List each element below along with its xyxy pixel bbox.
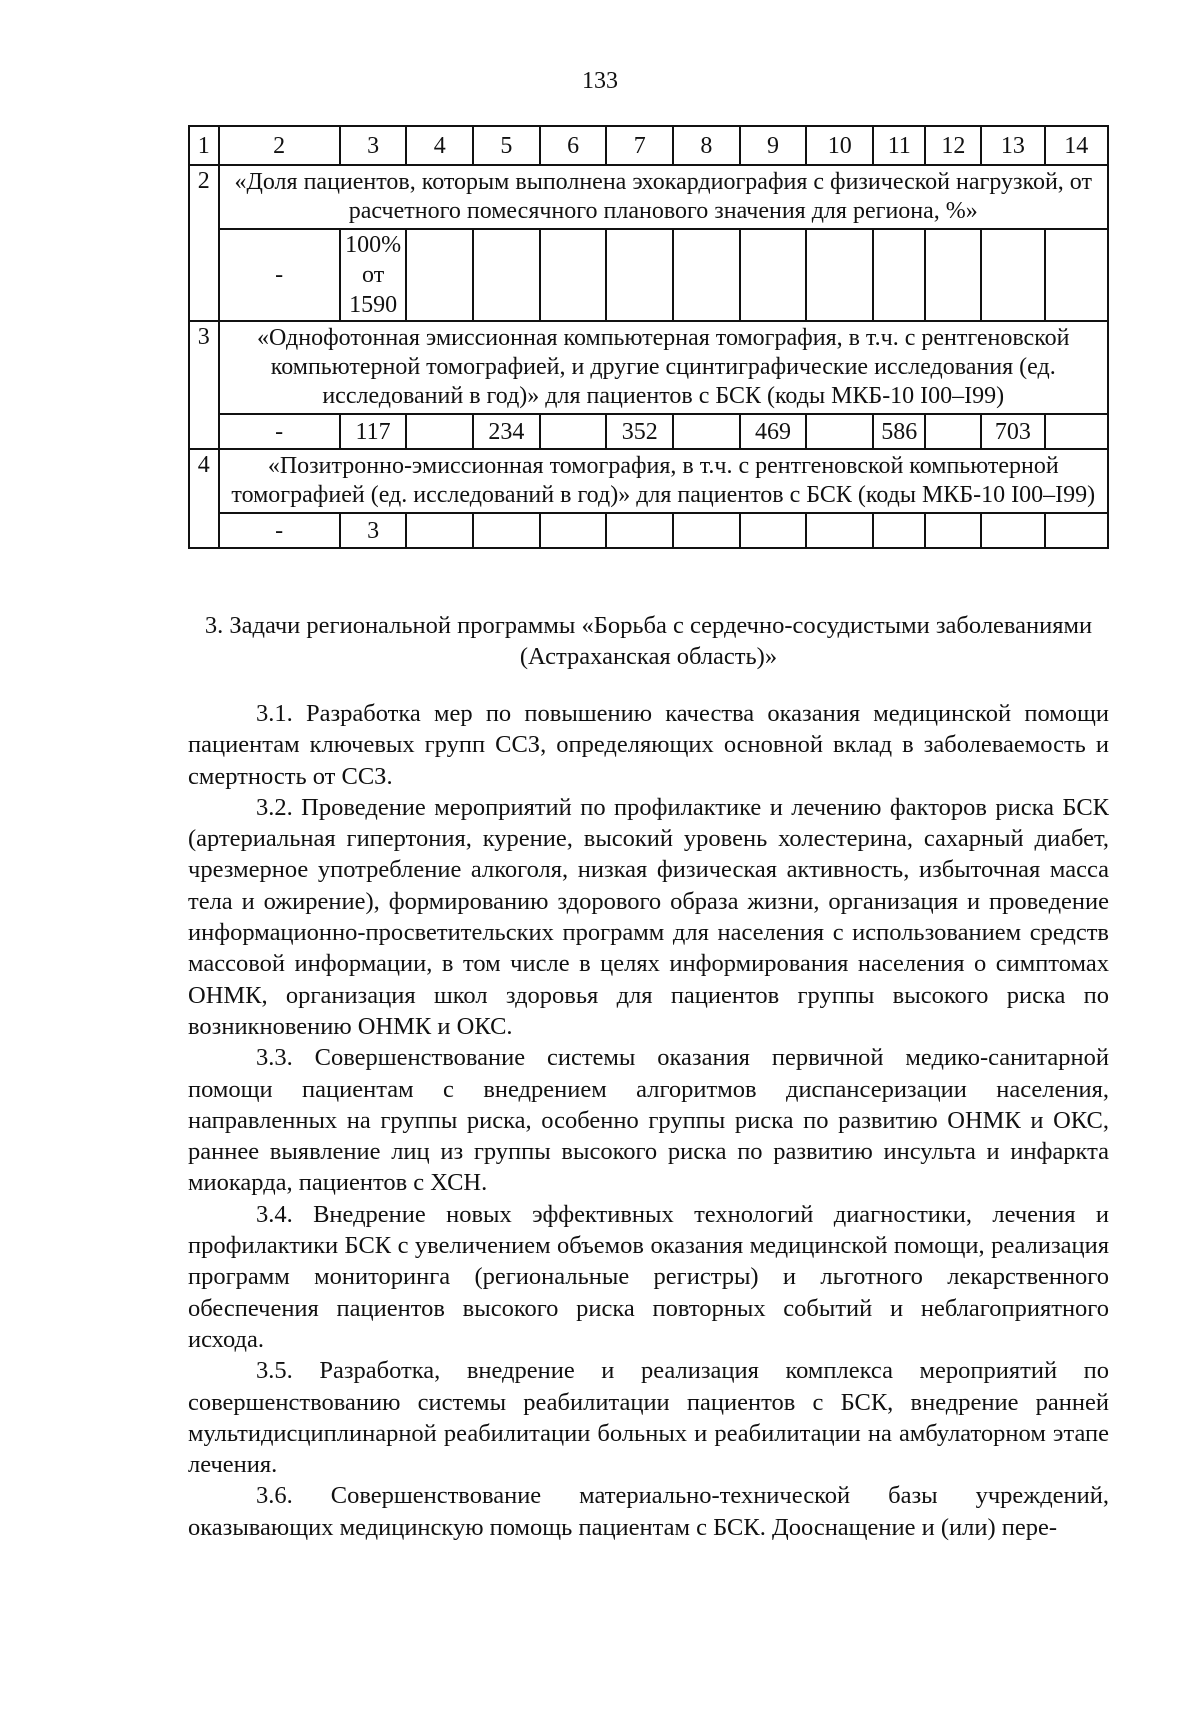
value-cell: - <box>219 229 340 321</box>
indicator-title: «Однофотонная эмиссионная компьютерная томография, в т.ч. с рентгеновской компьютерной томографией, и другие сцинтиграфические исследования (ед. исследований в год)» для пациентов с БСК (коды МКБ-10 I00–I99) <box>219 321 1109 414</box>
header-cell: 1 <box>189 126 219 165</box>
value-cell <box>606 229 673 321</box>
table-row <box>189 321 1108 414</box>
value-cell <box>540 513 607 548</box>
value-cell: 3 <box>340 513 407 548</box>
value-cell <box>981 513 1044 548</box>
table-row <box>189 165 1108 229</box>
paragraph: 3.6. Совершенствование материально-технической базы учреждений, оказывающих медицинскую помощь пациентам с БСК. Дооснащение и (или) пере- <box>188 1482 1109 1541</box>
paragraph: 3.1. Разработка мер по повышению качества оказания медицинской помощи пациентам ключевых групп ССЗ, определяющих основной вклад в заболеваемость и смертность от ССЗ. <box>188 700 1109 790</box>
header-cell: 13 <box>981 126 1044 165</box>
value-cell <box>406 229 473 321</box>
indicator-title: «Позитронно-эмиссионная томография, в т.ч. с рентгеновской компьютерной томографией (ед. исследований в год)» для пациентов с БСК (коды МКБ-10 I00–I99) <box>219 449 1109 513</box>
value-cell <box>673 414 740 449</box>
paragraph: 3.5. Разработка, внедрение и реализация комплекса мероприятий по совершенствованию системы реабилитации пациентов с БСК, внедрение ранней мультидисциплинарной реабилитации больных и реабилитации на амбулаторном этапе лечения. <box>188 1357 1109 1479</box>
value-cell <box>406 513 473 548</box>
paragraph: 3.2. Проведение мероприятий по профилактике и лечению факторов риска БСК (артериальная гипертония, курение, высокий уровень холестерина, сахарный диабет, чрезмерное употребление алкоголя, низкая физическая активность, избыточная масса тела и ожирение), формированию здорового образа жизни, организация и проведение информационно-просветительских программ для населения с использованием средств массовой информации, в том числе в целях информирования населения о симптомах ОНМК, организация школ здоровья для пациентов группы высокого риска по возникновению ОНМК и ОКС. <box>188 793 1109 1040</box>
value-cell <box>1045 513 1108 548</box>
header-cell: 5 <box>473 126 540 165</box>
row-number: 2 <box>189 165 219 321</box>
value-cell <box>806 229 873 321</box>
value-cell: 469 <box>740 414 807 449</box>
section-body <box>188 698 1109 1543</box>
value-cell <box>673 513 740 548</box>
value-cell: 352 <box>606 414 673 449</box>
value-cell <box>925 229 981 321</box>
value-cell: - <box>219 513 340 548</box>
row-number: 3 <box>189 321 219 449</box>
page-number: 133 <box>582 68 618 94</box>
value-cell <box>873 229 925 321</box>
value-cell <box>806 513 873 548</box>
indicator-title: «Доля пациентов, которым выполнена эхокардиография с физической нагрузкой, от расчетного помесячного планового значения для региона, %» <box>219 165 1109 229</box>
value-cell <box>1045 229 1108 321</box>
value-cell: 586 <box>873 414 925 449</box>
value-cell <box>473 229 540 321</box>
section-title: 3. Задачи региональной программы «Борьба с сердечно-сосудистыми заболеваниями (Астраханская область)» <box>204 612 1093 670</box>
value-cell: 234 <box>473 414 540 449</box>
row-number: 4 <box>189 449 219 548</box>
header-cell: 12 <box>925 126 981 165</box>
header-cell: 2 <box>219 126 340 165</box>
value-cell <box>981 229 1044 321</box>
value-cell: 100% от 1590 <box>340 229 407 321</box>
indicators-table-container <box>188 125 1109 549</box>
paragraph: 3.4. Внедрение новых эффективных технологий диагностики, лечения и профилактики БСК с увеличением объемов оказания медицинской помощи, реализация программ мониторинга (региональные регистры) и льготного лекарственного обеспечения пациентов высокого риска повторных событий и неблагоприятного исхода. <box>188 1200 1109 1353</box>
value-cell <box>540 229 607 321</box>
value-cell: 117 <box>340 414 407 449</box>
header-cell: 11 <box>873 126 925 165</box>
table-values-row <box>189 414 1108 449</box>
value-cell <box>673 229 740 321</box>
header-cell: 7 <box>606 126 673 165</box>
value-cell <box>1045 414 1108 449</box>
value-cell <box>925 513 981 548</box>
value-cell <box>806 414 873 449</box>
indicators-table <box>188 125 1109 549</box>
header-cell: 10 <box>806 126 873 165</box>
header-cell: 14 <box>1045 126 1108 165</box>
value-cell <box>873 513 925 548</box>
header-cell: 9 <box>740 126 807 165</box>
table-values-row <box>189 229 1108 321</box>
header-cell: 4 <box>406 126 473 165</box>
table-row <box>189 449 1108 513</box>
value-cell <box>540 414 607 449</box>
value-cell <box>606 513 673 548</box>
paragraph: 3.3. Совершенствование системы оказания первичной медико-санитарной помощи пациентам с внедрением алгоритмов диспансеризации населения, направленных на группы риска, особенно группы риска по развитию ОНМК и ОКС, раннее выявление лиц из группы высокого риска по развитию инсульта и инфаркта миокарда, пациентов с ХСН. <box>188 1044 1109 1197</box>
value-cell <box>740 513 807 548</box>
header-cell: 3 <box>340 126 407 165</box>
value-cell: 703 <box>981 414 1044 449</box>
table-values-row <box>189 513 1108 548</box>
header-cell: 8 <box>673 126 740 165</box>
table-header-row <box>189 126 1108 165</box>
value-cell <box>406 414 473 449</box>
value-cell <box>740 229 807 321</box>
value-cell: - <box>219 414 340 449</box>
value-cell <box>925 414 981 449</box>
value-cell <box>473 513 540 548</box>
header-cell: 6 <box>540 126 607 165</box>
